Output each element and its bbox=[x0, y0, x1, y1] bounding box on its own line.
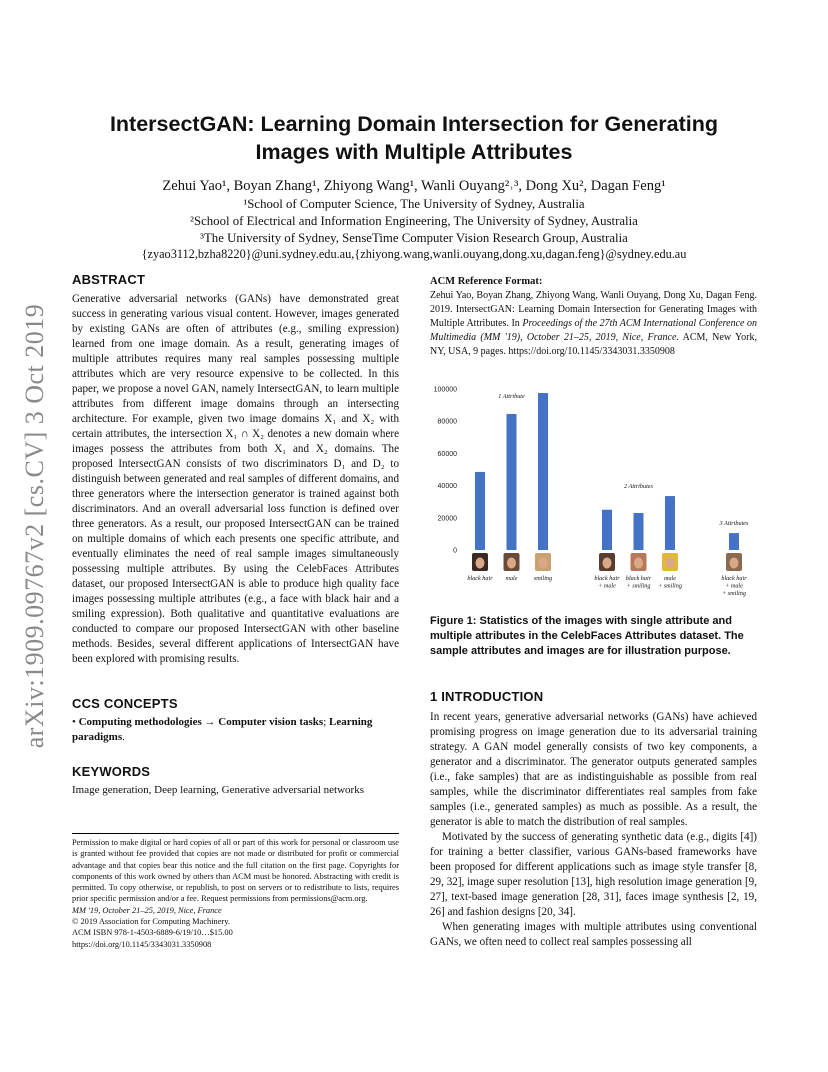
category-label bbox=[467, 575, 493, 582]
ccs-end: . bbox=[122, 731, 125, 743]
sample-face-image bbox=[472, 553, 488, 571]
chart-sample-faces bbox=[472, 553, 742, 571]
title-line-1: IntersectGAN: Learning Domain Intersection for Generating bbox=[109, 112, 719, 136]
category-label-line: black hair bbox=[594, 575, 620, 582]
author-emails: {zyao3112,bzha8220}@uni.sydney.edu.au,{zhiyong.wang,wanli.ouyang,dong.xu,dagan.feng}@sydney.edu.au bbox=[141, 247, 687, 261]
bar-black-hair-smiling bbox=[634, 513, 644, 550]
keywords-heading: KEYWORDS bbox=[72, 764, 151, 779]
affiliation-3: ³The University of Sydney, SenseTime Computer Vision Research Group, Australia bbox=[200, 231, 628, 245]
intro-paragraph-2: Motivated by the success of generating synthetic data (e.g., digits [4]) for training a better classifier, various GANs-based frameworks have been proposed for different applications such as image style transfer [8, 29, 32], image super resolution [13], high resolution image generation [9, 27], text-based image generation [28, 31], faces image synthesis [2, 19, 26] and fashion designs [20, 34]. bbox=[430, 831, 757, 918]
bar-black-hair-male-smiling bbox=[729, 533, 739, 550]
bar-male bbox=[507, 414, 517, 550]
paper-title bbox=[60, 110, 768, 166]
group-label: 1 Attribute bbox=[498, 393, 525, 401]
chart-category-labels bbox=[467, 575, 747, 597]
affiliation-2: ²School of Electrical and Information Engineering, The University of Sydney, Australia bbox=[190, 214, 638, 228]
intro-heading: 1 INTRODUCTION bbox=[430, 689, 544, 704]
category-label bbox=[626, 575, 652, 590]
sample-face-image bbox=[535, 553, 551, 571]
category-label bbox=[594, 575, 620, 590]
acm-ref-heading: ACM Reference Format: bbox=[430, 276, 543, 287]
bar-black-hair-male bbox=[602, 510, 612, 550]
face-skin bbox=[539, 558, 548, 569]
abstract-text: Generative adversarial networks (GANs) have demonstrated great success in generating various visual content. However, images generated by existing GANs are often of attributes (e.g., smiling expression) learned from one image domain. As a result, generating images of multiple attributes requires many real samples possessing multiple attributes which are very resource expensive to be collected. In this paper, we propose a novel GAN, namely IntersectGAN, to learn multiple attributes from different image domains through an intersecting architecture. For example, given two image domains X₁ and X₂ with certain attributes, the intersection X₁ ∩ X₂ denotes a new domain where images possess the attributes from both X₁ and X₂ domains. The proposed IntersectGAN consists of two discriminators D₁ and D₂ to distinguish between generated and real samples of different domains, and three generators where the intersection generator is trained against both discriminators. And an overall adversarial loss function is defined over three generators. As a result, our proposed IntersectGAN can be trained on multiple domains of which each presents one specific attribute, and eventually eliminates the need of real sample images simultaneously possessing multiple attributes. By using the CelebFaces Attributes dataset, our proposed IntersectGAN is able to produce high quality face images possessing multiple attributes (e.g., a face with black hair and a smiling expression). Both qualitative and quantitative evaluations are conducted to compare our proposed IntersectGAN with other baseline methods. Besides, several different applications of IntersectGAN have been explored with promising results. bbox=[72, 293, 399, 665]
sample-face-image bbox=[662, 553, 678, 571]
category-label-line: black hair bbox=[625, 575, 652, 582]
ccs-bullet: • bbox=[72, 716, 76, 728]
chart-bars bbox=[475, 393, 739, 550]
group-label: 3 Attributes bbox=[719, 520, 749, 528]
category-label-line: + male bbox=[598, 582, 616, 590]
title-line-2: Images with Multiple Attributes bbox=[255, 140, 573, 164]
ccs-concept-1: Computing methodologies → Computer vision tasks bbox=[78, 716, 324, 728]
face-skin bbox=[476, 558, 485, 569]
affiliation-1: ¹School of Computer Science, The University of Sydney, Australia bbox=[243, 197, 585, 211]
category-label-line: smiling bbox=[533, 575, 553, 582]
sample-face-image bbox=[599, 553, 615, 571]
keywords-text: Image generation, Deep learning, Generative adversarial networks bbox=[72, 784, 364, 796]
category-label bbox=[658, 575, 682, 590]
category-label-line: black hair bbox=[721, 575, 747, 582]
bar-smiling bbox=[538, 393, 548, 550]
category-label-line: + smiling bbox=[626, 582, 651, 590]
category-label bbox=[505, 575, 517, 582]
sample-face-image bbox=[504, 553, 520, 571]
y-tick-label: 60000 bbox=[437, 450, 457, 458]
y-tick-label: 20000 bbox=[437, 515, 457, 523]
category-label-line: male bbox=[663, 575, 677, 582]
acm-ref-text-b: ACM, New York, NY, USA, 9 pages. https://doi.org/10.1145/3343031.3350908 bbox=[430, 332, 757, 357]
face-skin bbox=[603, 558, 612, 569]
y-tick-label: 0 bbox=[453, 547, 457, 555]
ccs-text bbox=[72, 715, 399, 745]
ccs-heading: CCS CONCEPTS bbox=[72, 696, 178, 711]
face-skin bbox=[507, 558, 516, 569]
bar-black-hair bbox=[475, 472, 485, 550]
conference-line: MM '19, October 21–25, 2019, Nice, France bbox=[72, 905, 222, 915]
figure-caption: Figure 1: Statistics of the images with single attribute and multiple attributes in the CelebFaces Attributes dataset. The sample attributes and images are for illustration purpose. bbox=[430, 615, 744, 657]
attribute-statistics-chart bbox=[425, 378, 765, 600]
arxiv-id: arXiv:1909.09767v2 [cs.CV] 3 Oct 2019 bbox=[20, 303, 49, 749]
sample-face-image bbox=[631, 553, 647, 571]
isbn-line: ACM ISBN 978-1-4503-6889-6/19/10…$15.00 bbox=[72, 928, 233, 938]
category-label-line: + smiling bbox=[722, 590, 746, 597]
permission-notice bbox=[72, 837, 399, 950]
category-label-line: black hair bbox=[467, 575, 493, 582]
authors: Zehui Yao¹, Boyan Zhang¹, Zhiyong Wang¹, Wanli Ouyang²˒³, Dong Xu², Dagan Feng¹ bbox=[162, 178, 666, 194]
group-label: 2 Attributes bbox=[624, 483, 653, 491]
footnote-rule bbox=[72, 833, 399, 834]
arxiv-stamp bbox=[5, 296, 65, 756]
intro-paragraph-1: In recent years, generative adversarial networks (GANs) have achieved promising progress on image generation due to its adversarial training strategy. A GAN model generally consists of two key components, a generator and a discriminator. The generator outputs generated samples (i.e., fake samples) that are as indistinguishable as possible from real samples, while the discriminator differentiates real samples from fake samples (i.e., generated samples) as much as possible. As a result, the generator is able to match the distribution of real samples. bbox=[430, 711, 757, 828]
category-label bbox=[534, 575, 552, 582]
sample-face-image bbox=[726, 553, 742, 571]
face-skin bbox=[634, 558, 643, 569]
bar-male-smiling bbox=[665, 496, 675, 550]
acm-ref-text-a: Zehui Yao, Boyan Zhang, Zhiyong Wang, Wanli Ouyang, Dong Xu, Dagan Feng. 2019. IntersectGAN: Learning Domain Intersection for Generating Images with Multiple Attributes. In bbox=[430, 290, 757, 329]
y-tick-label: 100000 bbox=[433, 386, 457, 394]
face-skin bbox=[730, 558, 739, 569]
intro-body bbox=[430, 710, 757, 950]
acm-ref-text bbox=[430, 289, 757, 359]
ccs-concept-2: Learning paradigms bbox=[72, 716, 373, 743]
category-label-line: + male bbox=[725, 582, 743, 590]
abstract-heading: ABSTRACT bbox=[72, 272, 146, 287]
category-label-line: + smiling bbox=[658, 582, 682, 590]
doi-line: https://doi.org/10.1145/3343031.3350908 bbox=[72, 939, 212, 949]
intro-paragraph-3: When generating images with multiple attributes using conventional GANs, we often need to collect real samples possessing all bbox=[430, 921, 757, 948]
category-label bbox=[721, 575, 747, 597]
chart-y-axis bbox=[434, 387, 457, 555]
category-label-line: male bbox=[505, 575, 518, 582]
chart-group-labels bbox=[498, 393, 749, 527]
face-skin bbox=[666, 558, 675, 569]
acm-ref-proceedings: Proceedings of the 27th ACM International Conference on Multimedia (MM '19), October 21–25, 2019, Nice, France. bbox=[430, 318, 757, 343]
permission-text: Permission to make digital or hard copies of all or part of this work for personal or classroom use is granted without fee provided that copies are not made or distributed for profit or commercial advantage and that copies bear this notice and the full citation on the first page. Copyrights for components of this work owned by others than ACM must be honored. Abstracting with credit is permitted. To copy otherwise, or republish, to post on servers or to redistribute to lists, requires prior specific permission and/or a fee. Request permissions from permissions@acm.org. bbox=[72, 838, 399, 904]
ccs-separator: ; bbox=[323, 716, 329, 728]
y-tick-label: 40000 bbox=[437, 483, 457, 491]
y-tick-label: 80000 bbox=[437, 418, 457, 426]
copyright-line: © 2019 Association for Computing Machinery. bbox=[72, 917, 230, 927]
